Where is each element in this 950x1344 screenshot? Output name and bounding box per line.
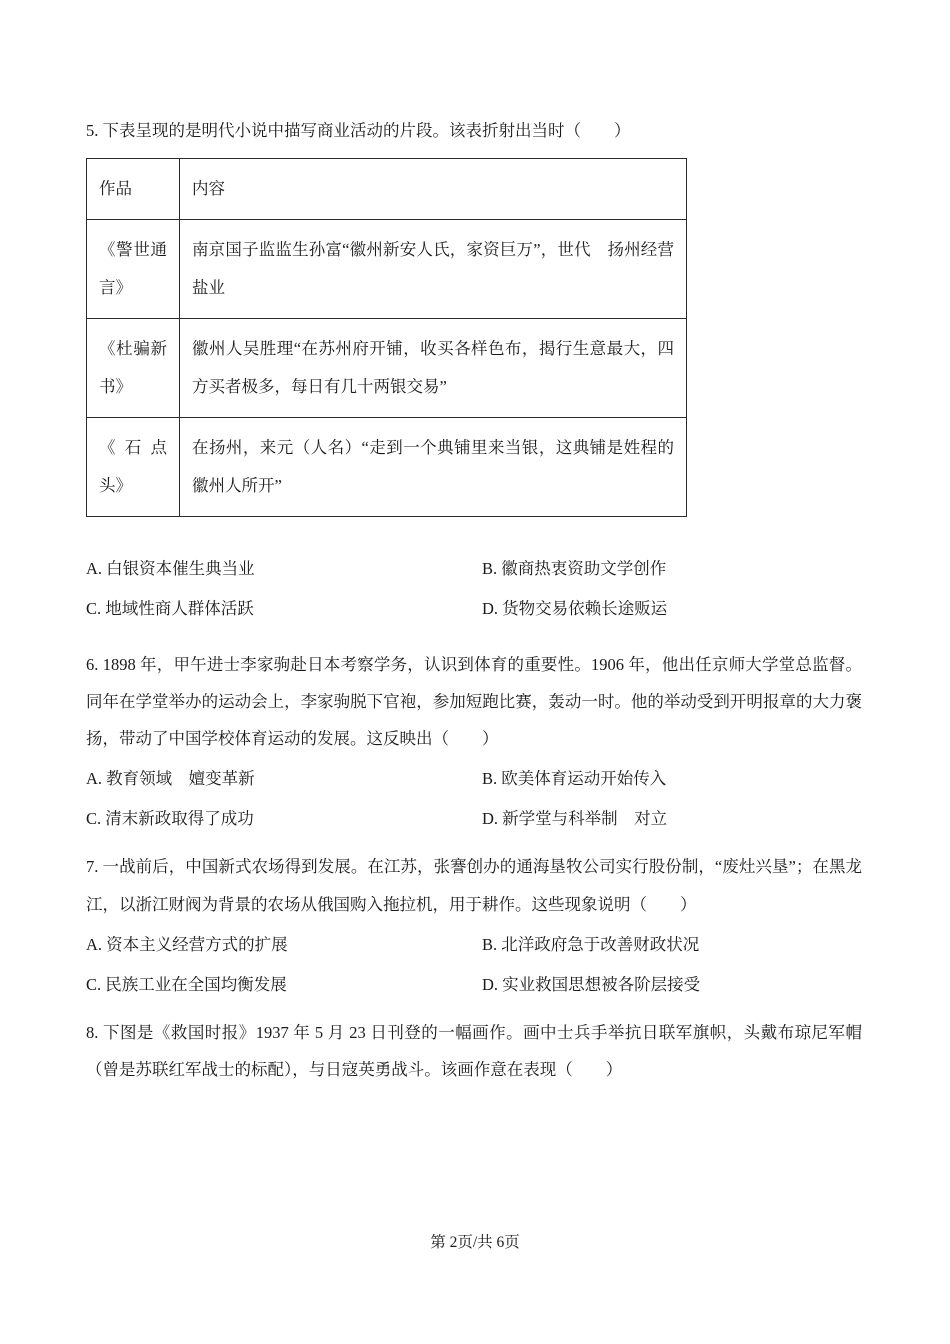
question-7-stem: 7. 一战前后，中国新式农场得到发展。在江苏，张謇创办的通海垦牧公司实行股份制，“废灶兴垦”；在黑龙江，以浙江财阀为背景的农场从俄国购入拖拉机，用于耕作。这些现象说明（ ） [86, 857, 862, 914]
table-row [87, 417, 687, 516]
table-cell-work: 《警世通言》 [87, 220, 180, 319]
option-c: C. 清末新政取得了成功 [86, 809, 254, 829]
question-7-options [86, 933, 862, 996]
table-cell-content: 徽州人吴胜理“在苏州府开铺，收买各样色布，揭行生意最大，四方买者极多，每日有几十两银交易” [180, 318, 687, 417]
option-b: B. 徽商热衷资助文学创作 [482, 558, 667, 578]
question-7 [86, 848, 862, 995]
option-a: A. 教育领域 嬗变革新 [86, 769, 255, 789]
option-d: D. 新学堂与科举制 对立 [482, 809, 668, 829]
option-a: A. 资本主义经营方式的扩展 [86, 934, 288, 954]
table-row [87, 220, 687, 319]
question-6 [86, 646, 862, 831]
table-header-row [87, 159, 687, 220]
option-d: D. 货物交易依赖长途贩运 [482, 598, 668, 618]
question-5 [86, 112, 862, 620]
question-8-stem: 8. 下图是《救国时报》1937 年 5 月 23 日刊登的一幅画作。画中士兵手举抗日联军旗帜，头戴布琼尼军帽（曾是苏联红军战士的标配），与日寇英勇战斗。该画作意在表现（ ） [86, 1022, 862, 1079]
option-c: C. 地域性商人群体活跃 [86, 598, 254, 618]
page-footer: 第 2页/共 6页 [430, 1234, 520, 1251]
option-b: B. 欧美体育运动开始传入 [482, 769, 667, 789]
question-8 [86, 1014, 862, 1088]
table-header-work: 作品 [87, 159, 180, 220]
option-d: D. 实业救国思想被各阶层接受 [482, 974, 701, 994]
table-cell-work: 《杜骗新书》 [87, 318, 180, 417]
table-header-content: 内容 [180, 159, 687, 220]
question-6-options [86, 767, 862, 830]
question-5-options [86, 557, 862, 620]
table-cell-work: 《石点头》 [87, 417, 180, 516]
option-b: B. 北洋政府急于改善财政状况 [482, 934, 700, 954]
question-6-stem: 6. 1898 年，甲午进士李家驹赴日本考察学务，认识到体育的重要性。1906 年，他出任京师大学堂总监督。同年在学堂举办的运动会上，李家驹脱下官袍，参加短跑比赛，轰动一时。他的举动受到开明报章的大力褒扬，带动了中国学校体育运动的发展。这反映出（ ） [86, 654, 862, 749]
option-a: A. 白银资本催生典当业 [86, 558, 255, 578]
table-cell-content: 在扬州，来元（人名）“走到一个典铺里来当银，这典铺是姓程的徽州人所开” [180, 417, 687, 516]
question-5-table [86, 158, 687, 517]
table-cell-content: 南京国子监监生孙富“徽州新安人氏，家资巨万”，世代 扬州经营盐业 [180, 220, 687, 319]
option-c: C. 民族工业在全国均衡发展 [86, 974, 287, 994]
table-row [87, 318, 687, 417]
question-5-stem: 5. 下表呈现的是明代小说中描写商业活动的片段。该表折射出当时（ ） [86, 121, 631, 140]
